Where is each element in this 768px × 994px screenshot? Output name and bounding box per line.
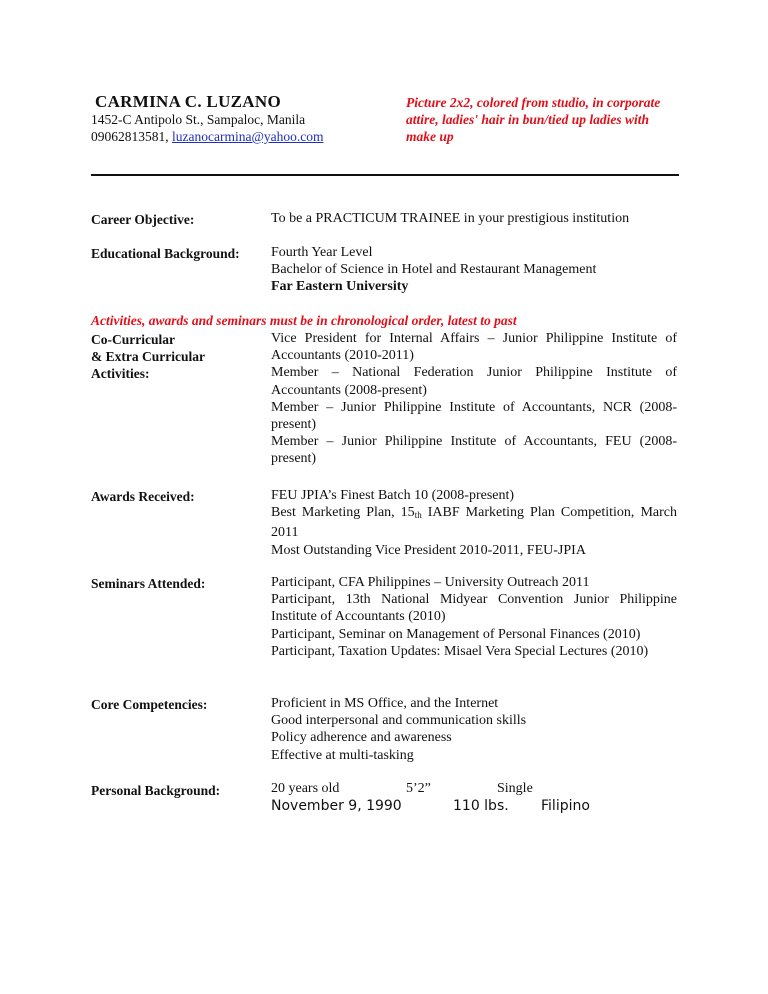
extracurricular-label-line: Co-Curricular <box>91 332 175 347</box>
list-item: Most Outstanding Vice President 2010-2011, FEU-JPIA <box>271 542 586 558</box>
list-item: Participant, Taxation Updates: Misael Vera Special Lectures (2010) <box>271 643 649 659</box>
seminars-label: Seminars Attended: <box>91 576 206 591</box>
awards-list <box>271 487 677 559</box>
list-item: Vice President for Internal Affairs – Junior Philippine Institute of Accountants (2010-2011) <box>271 331 677 364</box>
civil-status: Single <box>497 781 533 796</box>
nationality: Filipino <box>541 798 590 814</box>
extracurricular-label-line: Activities: <box>91 366 150 381</box>
list-item: Policy adherence and awareness <box>271 730 452 746</box>
extracurricular-list <box>271 330 677 468</box>
competencies-label: Core Competencies: <box>91 697 208 712</box>
education-school: Far Eastern University <box>271 279 409 295</box>
ordinal-suffix: th <box>414 510 422 521</box>
picture-instruction-note: Picture 2x2, colored from studio, in corporate attire, ladies' hair in bun/tied up ladies with make up <box>406 95 661 144</box>
list-item: Member – National Federation Junior Philippine Institute of Accountants (2008-present) <box>271 365 677 398</box>
education-degree: Bachelor of Science in Hotel and Restaurant Management <box>271 262 597 278</box>
education-level: Fourth Year Level <box>271 245 373 260</box>
career-objective-label: Career Objective: <box>91 212 195 227</box>
contact-line <box>91 128 324 145</box>
award-text: Best Marketing Plan, 15 <box>271 505 415 521</box>
age: 20 years old <box>271 781 340 796</box>
list-item <box>271 504 677 541</box>
list-item: FEU JPIA’s Finest Batch 10 (2008-present) <box>271 488 515 503</box>
email-link[interactable]: luzanocarmina@yahoo.com <box>172 129 324 144</box>
height: 5’2” <box>406 781 431 796</box>
extracurricular-label-line: & Extra Curricular <box>91 349 205 364</box>
list-item: Member – Junior Philippine Institute of Accountants, NCR (2008-present) <box>271 399 677 433</box>
award-text: IABF Marketing Plan Competition, March 2011 <box>271 505 677 541</box>
extracurricular-label <box>91 331 205 382</box>
career-objective-text: To be a PRACTICUM TRAINEE in your prestigious institution <box>271 211 630 226</box>
awards-label: Awards Received: <box>91 489 195 504</box>
list-item: Proficient in MS Office, and the Internet <box>271 696 499 711</box>
list-item: Member – Junior Philippine Institute of Accountants, FEU (2008-present) <box>271 434 677 467</box>
activities-order-note: Activities, awards and seminars must be in chronological order, latest to past <box>91 313 517 328</box>
birthday: November 9, 1990 <box>271 798 402 814</box>
header-divider <box>91 174 679 176</box>
phone-number: 09062813581, <box>91 129 169 144</box>
list-item: Good interpersonal and communication skills <box>271 713 527 729</box>
education-label: Educational Background: <box>91 246 240 261</box>
list-item: Participant, Seminar on Management of Personal Finances (2010) <box>271 626 641 642</box>
list-item: Participant, CFA Philippines – University Outreach 2011 <box>271 575 590 590</box>
applicant-name: CARMINA C. LUZANO <box>95 92 281 111</box>
list-item: Effective at multi-tasking <box>271 747 414 763</box>
list-item: Participant, 13th National Midyear Convention Junior Philippine Institute of Accountants (2010) <box>271 592 677 625</box>
address: 1452-C Antipolo St., Sampaloc, Manila <box>91 112 306 127</box>
seminars-list <box>271 574 677 660</box>
education-details <box>271 244 677 296</box>
weight: 110 lbs. <box>453 798 509 814</box>
competencies-list <box>271 695 677 764</box>
personal-label: Personal Background: <box>91 783 221 798</box>
